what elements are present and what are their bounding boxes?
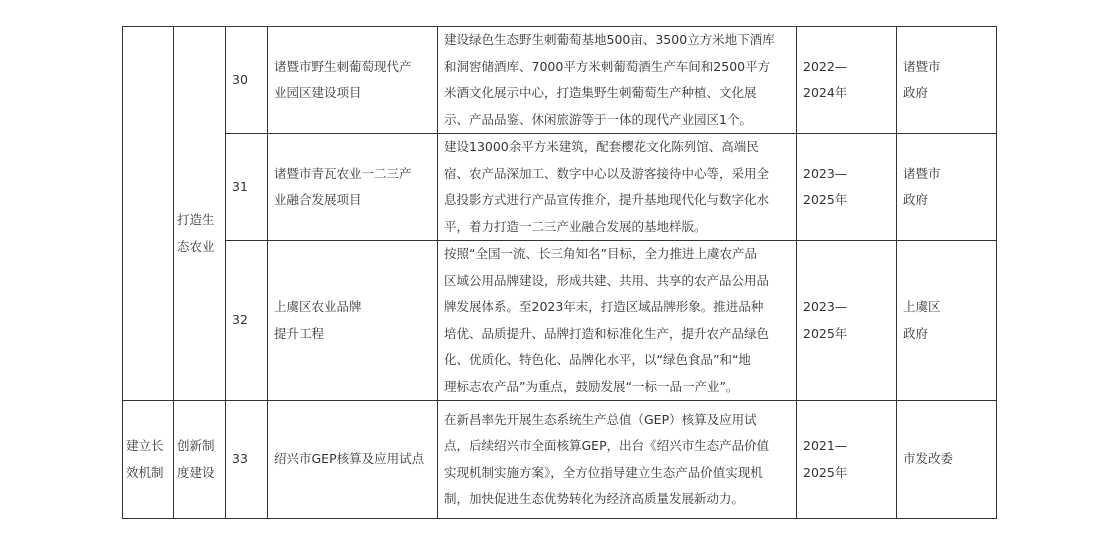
project-name-line: 上虞区农业品牌 [274,299,362,314]
project-table [122,26,997,519]
unit-cell [897,401,997,519]
desc-line: 点，后续绍兴市全面核算GEP，出台《绍兴市生态产品价值 [444,438,770,453]
period-line: 2023— [803,165,848,181]
project-desc-cell [438,134,797,241]
project-name-cell [268,27,438,134]
project-name-line: 诸暨市青瓦农业一二三产 [274,165,412,181]
table-row [123,241,997,401]
project-name-cell [268,401,438,519]
row-number-cell: 31 [226,134,268,241]
subcategory-line: 创新制 [177,438,215,453]
unit-line: 上虞区 [903,299,941,314]
unit-cell [897,134,997,241]
category-cell [123,401,174,519]
desc-line: 牌发展体系。至2023年末，打造区域品牌形象。推进品种 [444,299,764,314]
period-line: 2025年 [803,325,848,341]
project-desc-cell [438,241,797,401]
project-name-line: 绍兴市GEP核算及应用试点 [274,451,425,467]
project-desc-cell [438,27,797,134]
desc-line: 建设13000余平方米建筑，配套樱花文化陈列馆、高端民 [444,139,759,154]
row-number-cell: 32 [226,241,268,401]
subcategory-line: 态农业 [177,238,215,254]
unit-cell [897,27,997,134]
period-cell [797,134,897,241]
desc-line: 和洞窖储酒库、7000平方米刺葡萄酒生产车间和2500平方 [444,58,771,74]
table-row [123,134,997,241]
desc-line: 化、优质化、特色化、品牌化水平，以“绿色食品”和“地 [444,352,751,367]
period-line: 2022— [803,58,848,74]
desc-line: 宿、农产品深加工、数字中心以及游客接待中心等，采用全 [444,165,770,181]
period-line: 2023— [803,299,848,314]
desc-line: 区域公用品牌建设，形成共建、共用、共享的农产品公用品 [444,272,770,288]
row-number-cell: 33 [226,401,268,519]
desc-line: 平，着力打造一二三产业融合发展的基地样版。 [444,218,707,234]
period-cell [797,401,897,519]
period-cell [797,241,897,401]
project-name-cell [268,134,438,241]
subcategory-cell [174,27,226,401]
desc-line: 米酒文化展示中心，打造集野生刺葡萄生产种植、文化展 [444,85,757,100]
table-row [123,401,997,519]
project-desc-cell [438,401,797,519]
desc-line: 在新昌率先开展生态系统生产总值（GEP）核算及应用试 [444,411,757,427]
desc-line: 制，加快促进生态优势转化为经济高质量发展新动力。 [444,491,745,506]
project-table-container [122,26,996,519]
row-number-cell: 30 [226,27,268,134]
category-line: 效机制 [126,464,164,480]
period-line: 2024年 [803,85,848,100]
category-cell-empty [123,27,174,401]
subcategory-cell [174,401,226,519]
project-name-line: 诸暨市野生刺葡萄现代产 [274,58,412,74]
project-name-cell [268,241,438,401]
unit-line: 市发改委 [903,451,954,467]
subcategory-line: 度建设 [177,464,215,480]
desc-line: 理标志农产品”为重点，鼓励发展“一标一品一产业”。 [444,378,739,394]
unit-line: 政府 [903,192,929,207]
unit-line: 政府 [903,85,929,100]
period-line: 2025年 [803,192,848,207]
period-cell [797,27,897,134]
desc-line: 息投影方式进行产品宣传推介，提升基地现代化与数字化水 [444,192,770,207]
category-line: 建立长 [126,438,164,453]
desc-line: 按照“全国一流、长三角知名”目标，全力推进上虞农产品 [444,246,757,261]
desc-line: 培优、品质提升、品牌打造和标准化生产，提升农产品绿色 [444,325,770,341]
period-line: 2021— [803,438,848,453]
unit-line: 诸暨市 [903,58,941,74]
table-row [123,27,997,134]
project-name-line: 提升工程 [274,325,325,341]
unit-cell [897,241,997,401]
project-name-line: 业园区建设项目 [274,85,362,100]
period-line: 2025年 [803,464,848,480]
unit-line: 政府 [903,325,929,341]
unit-line: 诸暨市 [903,165,941,181]
desc-line: 示、产品品鉴、休闲旅游等于一体的现代产业园区1个。 [444,111,752,127]
subcategory-line: 打造生 [177,212,215,227]
desc-line: 实现机制实施方案》，全方位指导建立生态产品价值实现机 [444,464,763,480]
desc-line: 建设绿色生态野生刺葡萄基地500亩、3500立方米地下酒库 [444,32,775,47]
project-name-line: 业融合发展项目 [274,192,362,207]
